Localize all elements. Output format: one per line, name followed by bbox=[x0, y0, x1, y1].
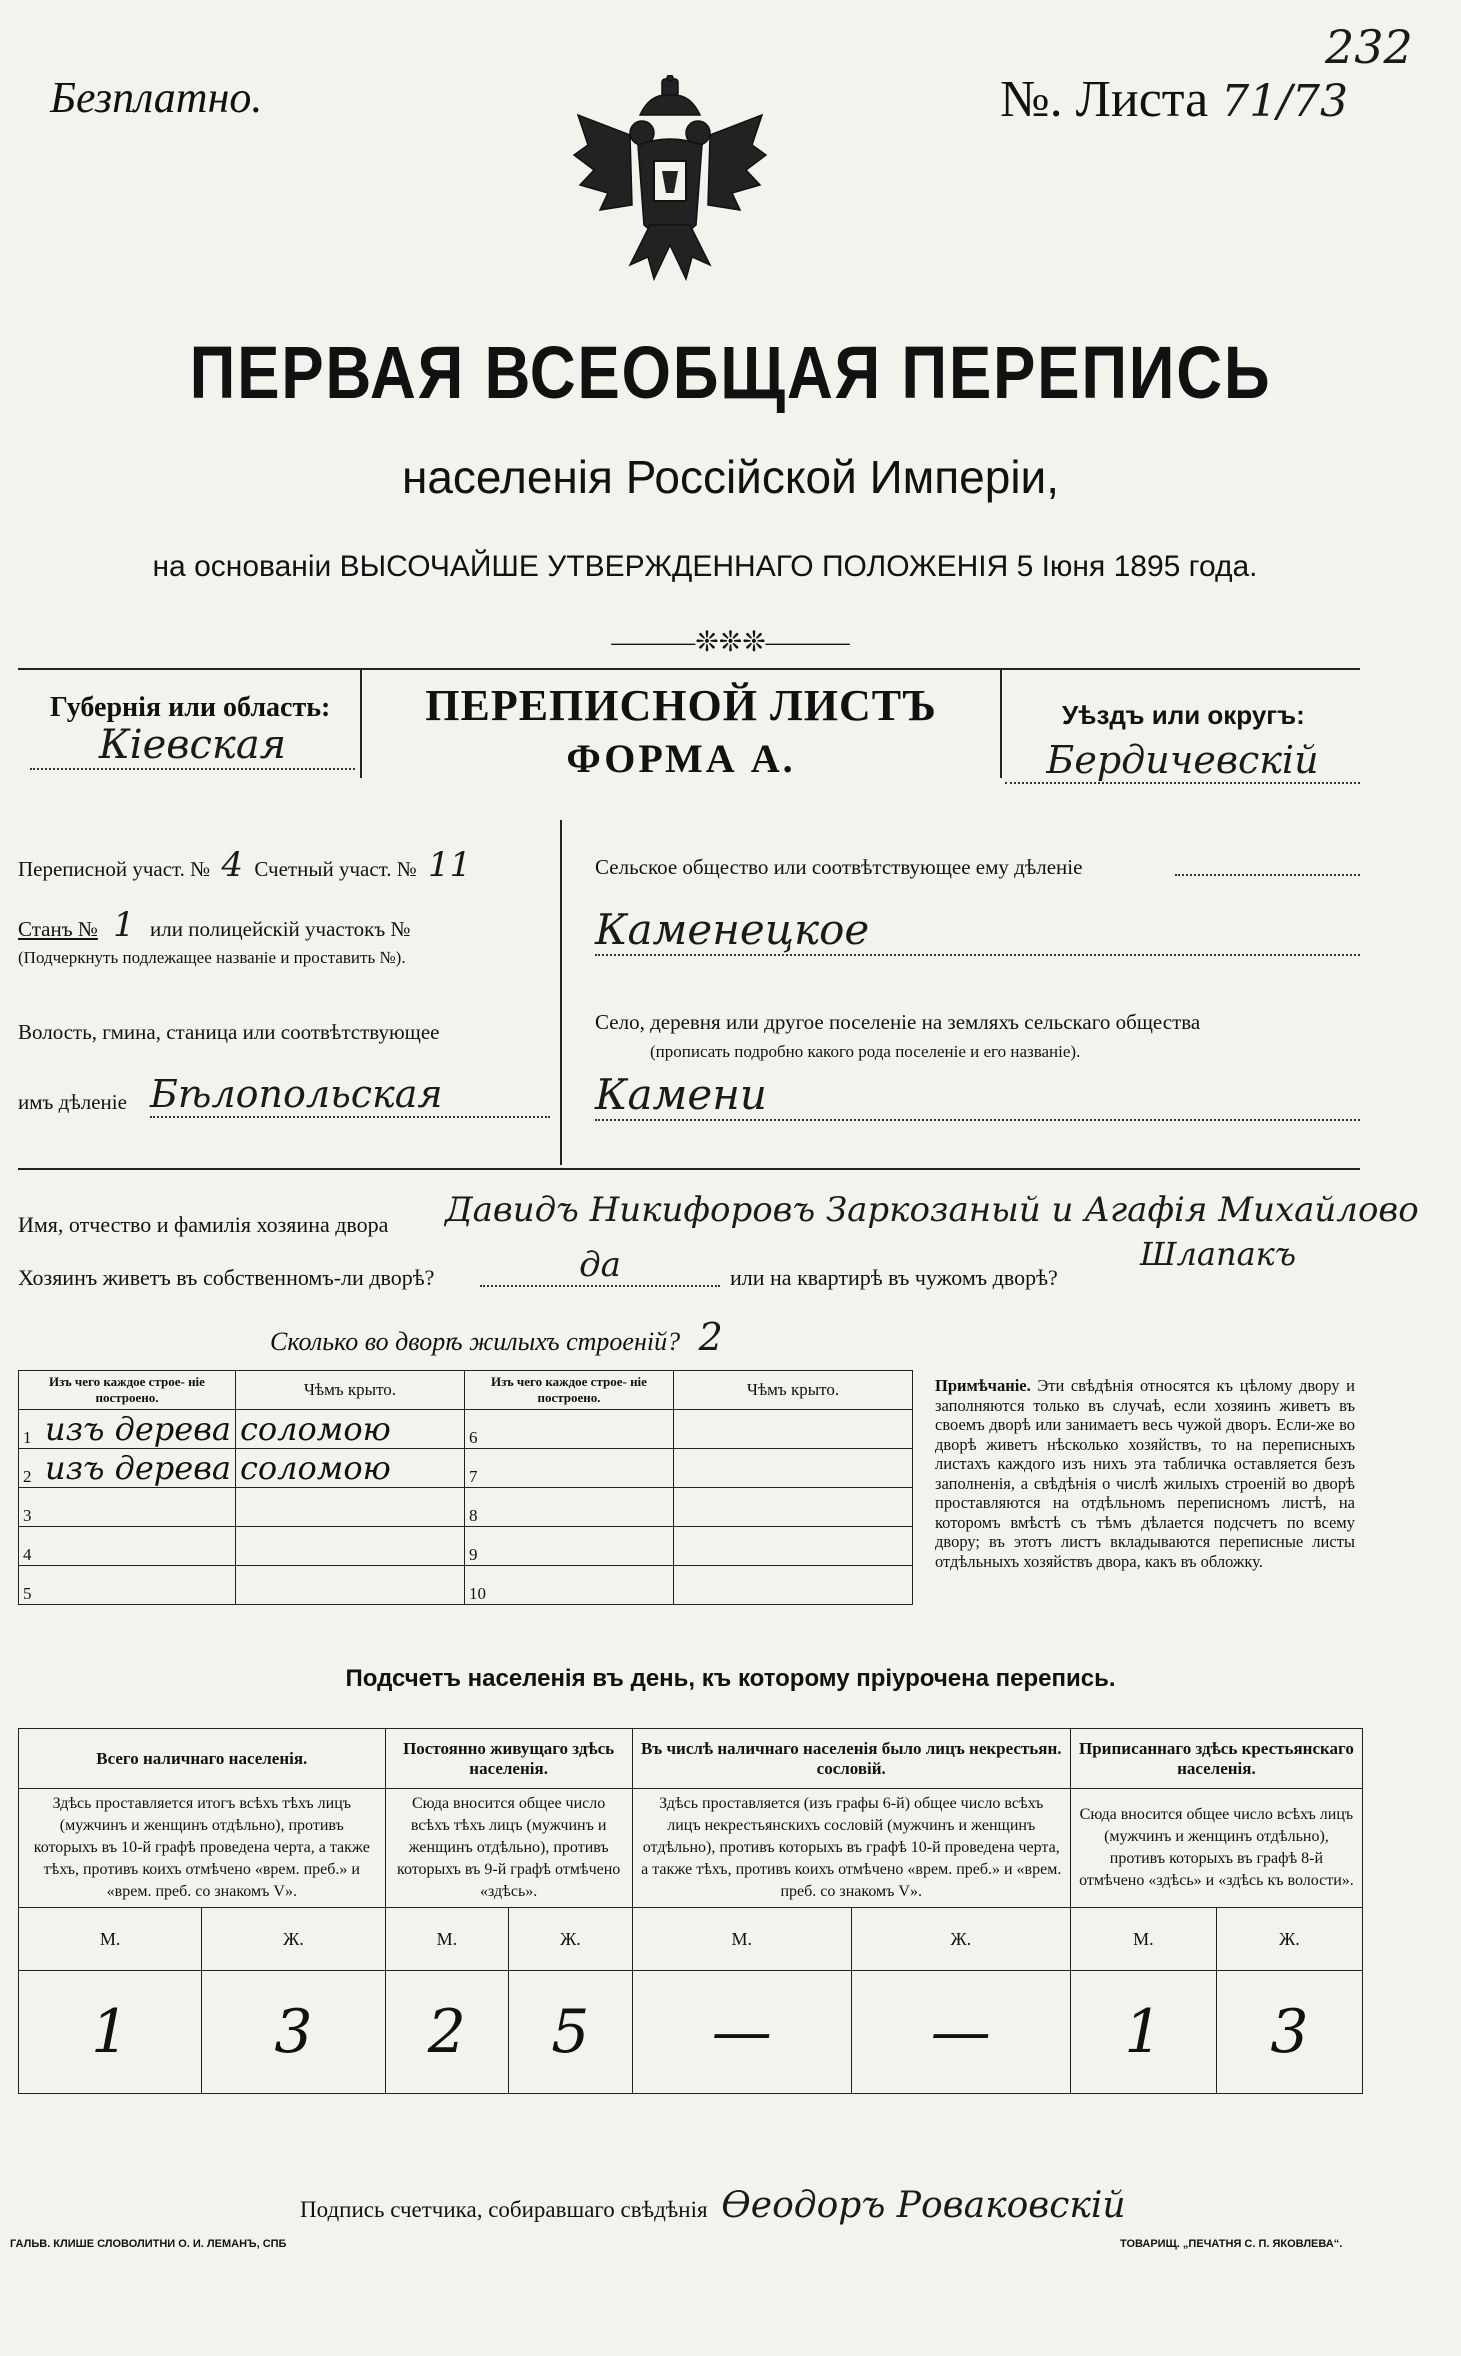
buildings-count-row bbox=[270, 1315, 723, 1359]
m-label: М. bbox=[1070, 1908, 1216, 1971]
material-cell: изъ дерева bbox=[41, 1449, 235, 1488]
pop-total-m: 1 bbox=[19, 1971, 202, 2094]
m-label: М. bbox=[632, 1908, 851, 1971]
village-label: Село, деревня или другое поселеніе на земляхъ сельскаго общества bbox=[595, 1010, 1201, 1034]
page-title: ПЕРВАЯ ВСЕОБЩАЯ ПЕРЕПИСЬ bbox=[189, 331, 1272, 414]
signature-row bbox=[300, 2185, 1126, 2226]
sheet-number-value: 71/73 bbox=[1221, 76, 1349, 127]
police-label: или полицейскій участокъ № bbox=[150, 917, 411, 941]
double-headed-eagle-emblem bbox=[570, 75, 770, 290]
f-label: Ж. bbox=[202, 1908, 385, 1971]
pop-permanent-m: 2 bbox=[385, 1971, 509, 2094]
pop-non-peasant-f: — bbox=[851, 1971, 1070, 2094]
pop-non-peasant-m: — bbox=[632, 1971, 851, 2094]
material-cell: изъ дерева bbox=[41, 1410, 235, 1449]
pop-desc-permanent: Сюда вносится общее число всѣхъ тѣхъ лицъ (мужчинъ и женщинъ отдѣльно), противъ которыхъ въ 9-й графѣ отмѣчено «здѣсь». bbox=[385, 1789, 632, 1908]
printer-right: ТОВАРИЩ. „ПЕЧАТНЯ С. П. ЯКОВЛЕВА“. bbox=[1120, 2238, 1343, 2250]
form-subtitle: ФОРМА А. bbox=[566, 736, 796, 781]
owner-name-value-2: Шлапакъ bbox=[1140, 1235, 1297, 1273]
census-section bbox=[18, 845, 477, 885]
pop-total-f: 3 bbox=[202, 1971, 385, 2094]
population-table bbox=[18, 1728, 1363, 2094]
guberniya-label: Губернія или область: bbox=[50, 692, 331, 723]
own-yard-label: Хозяинъ живетъ въ собственномъ-ли дворѣ? bbox=[18, 1265, 435, 1290]
form-title: ПЕРЕПИСНОЙ ЛИСТЪ bbox=[425, 681, 937, 730]
pop-peasant-m: 1 bbox=[1070, 1971, 1216, 2094]
buildings-count-value: 2 bbox=[698, 1315, 723, 1359]
col-roof-header-2: Чѣмъ крыто. bbox=[674, 1371, 913, 1410]
pop-peasant-f: 3 bbox=[1216, 1971, 1362, 2094]
pop-header-non-peasant: Въ числѣ наличнаго населенія было лицъ некрестьян. сословій. bbox=[632, 1729, 1070, 1789]
volost-label-2: имъ дѣленіе bbox=[18, 1090, 127, 1114]
pop-desc-peasant: Сюда вносится общее число всѣхъ лицъ (мужчинъ и женщинъ отдѣльно), противъ которыхъ въ графѣ 8-й отмѣчено «здѣсь» и «здѣсь къ волости». bbox=[1070, 1789, 1362, 1908]
ornament-divider: ———❊❊❊——— bbox=[611, 627, 850, 658]
count-section-value: 11 bbox=[428, 845, 472, 885]
owner-name-value: Давидъ Никифоровъ Заркозаный и Агафія Михайлово bbox=[445, 1190, 1419, 1230]
f-label: Ж. bbox=[1216, 1908, 1362, 1971]
uezd-value: Бердичевскій bbox=[1005, 738, 1360, 784]
buildings-note-text: Эти свѣдѣнія относятся къ цѣлому двору и заполняются только въ случаѣ, если хозяинъ живетъ въ своемъ дворѣ или занимаетъ весь чужой дворъ. Если-же во дворѣ живетъ нѣсколько хозяйствъ, то на переписныхъ листахъ каждого изъ нихъ эта табличка оставляется безъ заполненія, а свѣдѣнія о числѣ жилыхъ строеній во дворѣ проставляются на отдѣльномъ переписномъ листѣ, на которомъ вмѣстѣ съ тѣмъ дѣлается подсчетъ по всему двору; въ этотъ листъ вкладываются переписные листы отдѣльныхъ хозяйствъ двора, какъ въ обложку. bbox=[935, 1376, 1355, 1571]
uezd-label: Уѣздъ или округъ: bbox=[1062, 700, 1305, 730]
pop-header-total: Всего наличнаго населенія. bbox=[19, 1729, 386, 1789]
m-label: М. bbox=[385, 1908, 509, 1971]
guberniya-value: Кіевская bbox=[30, 722, 355, 770]
census-section-value: 4 bbox=[221, 845, 244, 885]
underline-note: (Подчеркнуть подлежащее названіе и проставить №). bbox=[18, 948, 406, 967]
stan-label: Станъ № bbox=[18, 917, 98, 941]
col-roof-header: Чѣмъ крыто. bbox=[235, 1371, 464, 1410]
col-material-header-2: Изъ чего каждое строе- ніе построено. bbox=[464, 1371, 673, 1410]
pop-permanent-f: 5 bbox=[509, 1971, 633, 2094]
f-label: Ж. bbox=[509, 1908, 633, 1971]
volost-value: Бѣлопольская bbox=[150, 1072, 550, 1118]
buildings-table bbox=[18, 1370, 913, 1605]
table-row: 2 изъ дерева соломою 7 bbox=[19, 1449, 913, 1488]
pop-desc-total: Здѣсь проставляется итогъ всѣхъ тѣхъ лицъ (мужчинъ и женщинъ отдѣльно), противъ которыхъ въ 10-й графѣ проведена черта, а также тѣхъ, противъ коихъ отмѣчено «врем. преб.» и «врем. преб. со знакомъ V». bbox=[19, 1789, 386, 1908]
society-value: Каменецкое bbox=[595, 905, 1360, 956]
village-note: (прописать подробно какого рода поселеніе и его названіе). bbox=[650, 1042, 1081, 1061]
table-row: 1 изъ дерева соломою 6 bbox=[19, 1410, 913, 1449]
col-material-header: Изъ чего каждое строе- ніе построено. bbox=[19, 1371, 236, 1410]
roof-cell: соломою bbox=[235, 1410, 464, 1449]
stan-value: 1 bbox=[113, 905, 135, 945]
buildings-count-label: Сколько во дворѣ жилыхъ строеній? bbox=[270, 1327, 681, 1356]
printer-left: ГАЛЬВ. КЛИШЕ СЛОВОЛИТНИ О. И. ЛЕМАНЪ, СПБ bbox=[10, 2238, 287, 2250]
village-value: Камени bbox=[595, 1070, 1360, 1121]
pop-header-peasant: Приписаннаго здѣсь крестьянскаго населенія. bbox=[1070, 1729, 1362, 1789]
pop-desc-non-peasant: Здѣсь проставляется (изъ графы 6-й) общее число всѣхъ лицъ некрестьянскихъ сословій (мужчинъ и женщинъ отдѣльно), противъ которыхъ въ графѣ 10-й проведена черта, а также тѣхъ, противъ коихъ отмѣчено «врем. преб.» и «врем. преб. со знакомъ V». bbox=[632, 1789, 1070, 1908]
free-label: Безплатно. bbox=[50, 73, 263, 122]
stan-row bbox=[18, 905, 411, 945]
table-row: 3 8 bbox=[19, 1488, 913, 1527]
f-label: Ж. bbox=[851, 1908, 1070, 1971]
sheet-number-label: №. Листа bbox=[1000, 71, 1209, 128]
owner-name-label: Имя, отчество и фамилія хозяина двора bbox=[18, 1212, 389, 1237]
census-section-label: Переписной участ. № bbox=[18, 857, 211, 881]
own-yard-value: да bbox=[480, 1245, 720, 1287]
m-label: М. bbox=[19, 1908, 202, 1971]
roof-cell: соломою bbox=[235, 1449, 464, 1488]
buildings-note bbox=[935, 1376, 1355, 1571]
table-row: 5 10 bbox=[19, 1566, 913, 1605]
legal-basis: на основаніи ВЫСОЧАЙШЕ УТВЕРЖДЕННАГО ПОЛОЖЕНІЯ 5 Іюня 1895 года. bbox=[152, 550, 1258, 583]
table-row: 4 9 bbox=[19, 1527, 913, 1566]
buildings-note-title: Примѣчаніе. bbox=[935, 1376, 1031, 1395]
signature-value: Ѳеодоръ Роваковскій bbox=[721, 2185, 1126, 2226]
volost-label: Волость, гмина, станица или соотвѣтствующее bbox=[18, 1020, 440, 1044]
page-subtitle: населенія Россійской Имперіи, bbox=[401, 451, 1060, 503]
pop-header-permanent: Постоянно живущаго здѣсь населенія. bbox=[385, 1729, 632, 1789]
count-section-label: Счетный участ. № bbox=[254, 857, 417, 881]
signature-label: Подпись счетчика, собиравшаго свѣдѣнія bbox=[300, 2197, 708, 2222]
archive-number: 232 bbox=[1325, 20, 1413, 74]
sheet-number bbox=[1000, 70, 1348, 129]
population-title: Подсчетъ населенія въ день, къ которому пріурочена перепись. bbox=[345, 1665, 1116, 1692]
rent-yard-label: или на квартирѣ въ чужомъ дворѣ? bbox=[730, 1265, 1058, 1290]
society-label: Сельское общество или соотвѣтствующее ему дѣленіе bbox=[595, 855, 1083, 879]
